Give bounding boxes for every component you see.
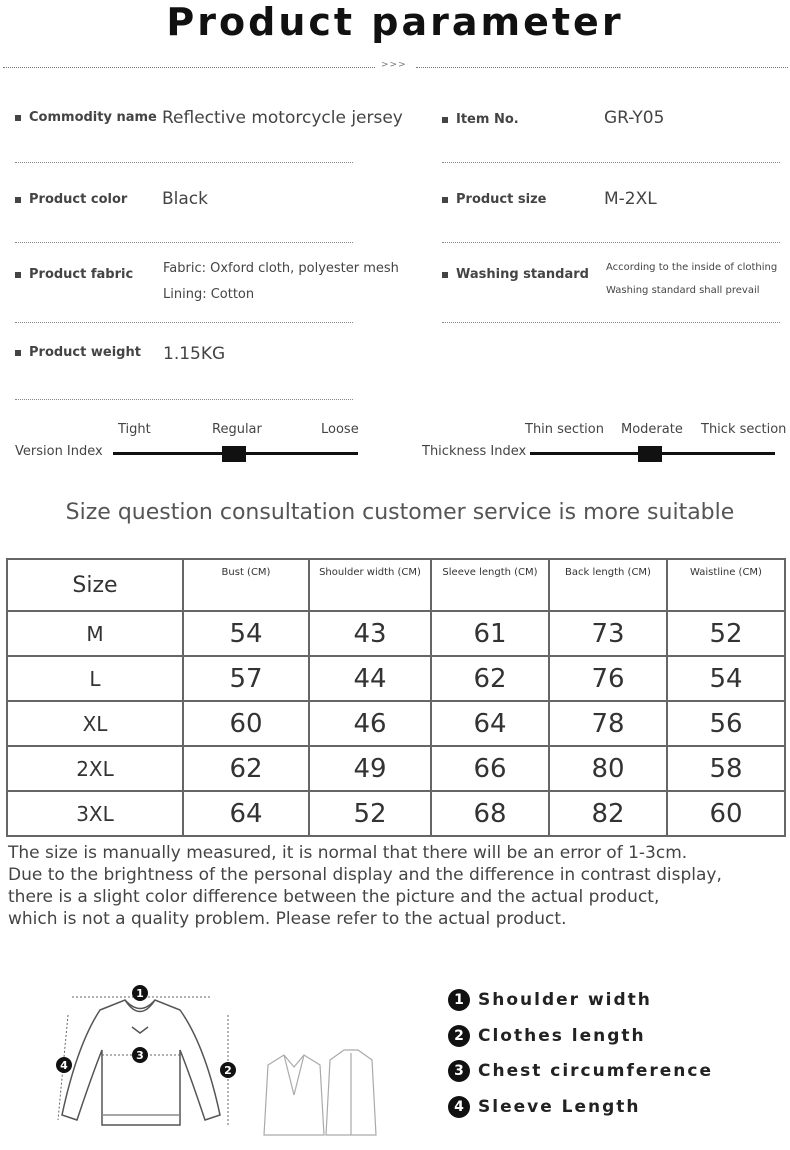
shoulder-cell: 46 bbox=[309, 701, 431, 746]
waistline-cell: 60 bbox=[667, 791, 785, 836]
bullet-icon bbox=[442, 117, 448, 123]
note-line: Due to the brightness of the personal display and the difference in contrast display, bbox=[8, 865, 722, 885]
size-table-header-row bbox=[7, 559, 785, 611]
marker-3-label: 3 bbox=[136, 1049, 144, 1062]
note-line: there is a slight color difference between the picture and the actual product, bbox=[8, 887, 660, 907]
legend-item: 2 Clothes length bbox=[448, 1025, 646, 1047]
note-line: which is not a quality problem. Please refer to the actual product. bbox=[8, 909, 567, 929]
product-fabric-value-2: Lining: Cotton bbox=[163, 287, 255, 302]
thickness-scale-thick: Thick section bbox=[701, 422, 787, 437]
marker-4-label: 4 bbox=[60, 1059, 68, 1072]
marker-4-icon bbox=[56, 1057, 72, 1073]
size-cell: XL bbox=[7, 701, 183, 746]
commodity-name-label: Commodity name bbox=[15, 110, 157, 125]
shoulder-cell: 49 bbox=[309, 746, 431, 791]
marker-3-icon bbox=[132, 1047, 148, 1063]
title-divider-arrows: >>> bbox=[381, 60, 407, 70]
param-divider bbox=[442, 322, 780, 323]
size-cell: 3XL bbox=[7, 791, 183, 836]
product-weight-label: Product weight bbox=[15, 345, 141, 360]
washing-standard-label: Washing standard bbox=[442, 267, 589, 282]
shoulder-cell: 52 bbox=[309, 791, 431, 836]
washing-standard-value-1: According to the inside of clothing bbox=[606, 262, 778, 273]
version-index-label: Version Index bbox=[15, 444, 103, 459]
number-1-icon: 1 bbox=[448, 989, 470, 1011]
marker-1-label: 1 bbox=[136, 987, 144, 1000]
bullet-icon bbox=[15, 197, 21, 203]
bullet-icon bbox=[442, 197, 448, 203]
measurement-notes bbox=[8, 842, 788, 930]
back-length-cell: 80 bbox=[549, 746, 667, 791]
legend-item: 4 Sleeve Length bbox=[448, 1096, 641, 1118]
marker-1-icon bbox=[132, 985, 148, 1001]
version-scale-tight: Tight bbox=[118, 422, 151, 437]
waistline-cell: 58 bbox=[667, 746, 785, 791]
garment-measurement-diagram bbox=[40, 975, 390, 1140]
header-waistline: Waistline (CM) bbox=[667, 559, 785, 611]
header-bust: Bust (CM) bbox=[183, 559, 309, 611]
version-index-marker bbox=[222, 446, 246, 462]
table-row bbox=[7, 611, 785, 656]
marker-2-icon bbox=[220, 1062, 236, 1078]
param-divider bbox=[15, 162, 353, 163]
bullet-icon bbox=[442, 272, 448, 278]
table-row bbox=[7, 701, 785, 746]
bullet-icon bbox=[15, 272, 21, 278]
version-scale-regular: Regular bbox=[212, 422, 262, 437]
sleeve-cell: 68 bbox=[431, 791, 549, 836]
thickness-index-marker bbox=[638, 446, 662, 462]
back-length-cell: 73 bbox=[549, 611, 667, 656]
product-color-value: Black bbox=[162, 189, 208, 209]
sleeve-cell: 66 bbox=[431, 746, 549, 791]
thickness-index-label: Thickness Index bbox=[422, 444, 527, 459]
product-size-label: Product size bbox=[442, 192, 546, 207]
title-divider-left bbox=[3, 67, 375, 68]
commodity-name-value: Reflective motorcycle jersey bbox=[162, 108, 403, 128]
size-cell: 2XL bbox=[7, 746, 183, 791]
product-fabric-value-1: Fabric: Oxford cloth, polyester mesh bbox=[163, 261, 399, 276]
size-table bbox=[6, 558, 786, 837]
param-divider bbox=[15, 242, 353, 243]
header-back-length: Back length (CM) bbox=[549, 559, 667, 611]
thickness-scale-thin: Thin section bbox=[525, 422, 604, 437]
size-cell: M bbox=[7, 611, 183, 656]
size-consultation-subtitle: Size question consultation customer service is more suitable bbox=[65, 500, 735, 525]
page-title: Product parameter bbox=[166, 0, 624, 44]
param-divider bbox=[15, 399, 353, 400]
product-size-value: M-2XL bbox=[604, 189, 657, 209]
waistline-cell: 56 bbox=[667, 701, 785, 746]
zip-jacket-outline bbox=[326, 1050, 376, 1135]
waistline-cell: 54 bbox=[667, 656, 785, 701]
back-length-cell: 78 bbox=[549, 701, 667, 746]
note-line: The size is manually measured, it is normal that there will be an error of 1-3cm. bbox=[8, 843, 688, 863]
bust-cell: 62 bbox=[183, 746, 309, 791]
bullet-icon bbox=[15, 350, 21, 356]
back-length-cell: 76 bbox=[549, 656, 667, 701]
table-row bbox=[7, 791, 785, 836]
table-row bbox=[7, 746, 785, 791]
sleeve-cell: 64 bbox=[431, 701, 549, 746]
washing-standard-value-2: Washing standard shall prevail bbox=[606, 285, 760, 296]
bust-cell: 60 bbox=[183, 701, 309, 746]
number-4-icon: 4 bbox=[448, 1096, 470, 1118]
bust-cell: 57 bbox=[183, 656, 309, 701]
param-divider bbox=[15, 322, 353, 323]
sleeve-cell: 62 bbox=[431, 656, 549, 701]
back-length-cell: 82 bbox=[549, 791, 667, 836]
version-scale-loose: Loose bbox=[321, 422, 359, 437]
item-no-value: GR-Y05 bbox=[604, 108, 665, 128]
legend-item: 1 Shoulder width bbox=[448, 989, 652, 1011]
header-sleeve-length: Sleeve length (CM) bbox=[431, 559, 549, 611]
table-row bbox=[7, 656, 785, 701]
product-weight-value: 1.15KG bbox=[163, 344, 226, 364]
legend-item: 3 Chest circumference bbox=[448, 1060, 713, 1082]
thickness-scale-moderate: Moderate bbox=[621, 422, 683, 437]
blazer-outline bbox=[264, 1055, 324, 1135]
bust-cell: 64 bbox=[183, 791, 309, 836]
product-color-label: Product color bbox=[15, 192, 127, 207]
product-fabric-label: Product fabric bbox=[15, 267, 133, 282]
bullet-icon bbox=[15, 115, 21, 121]
shoulder-cell: 44 bbox=[309, 656, 431, 701]
param-divider bbox=[442, 162, 780, 163]
size-cell: L bbox=[7, 656, 183, 701]
number-2-icon: 2 bbox=[448, 1025, 470, 1047]
bust-cell: 54 bbox=[183, 611, 309, 656]
param-divider bbox=[442, 242, 780, 243]
item-no-label: Item No. bbox=[442, 112, 519, 127]
title-divider-right bbox=[416, 67, 788, 68]
shoulder-cell: 43 bbox=[309, 611, 431, 656]
number-3-icon: 3 bbox=[448, 1060, 470, 1082]
header-size: Size bbox=[7, 559, 183, 611]
header-shoulder-width: Shoulder width (CM) bbox=[309, 559, 431, 611]
waistline-cell: 52 bbox=[667, 611, 785, 656]
marker-2-label: 2 bbox=[224, 1064, 232, 1077]
sleeve-cell: 61 bbox=[431, 611, 549, 656]
